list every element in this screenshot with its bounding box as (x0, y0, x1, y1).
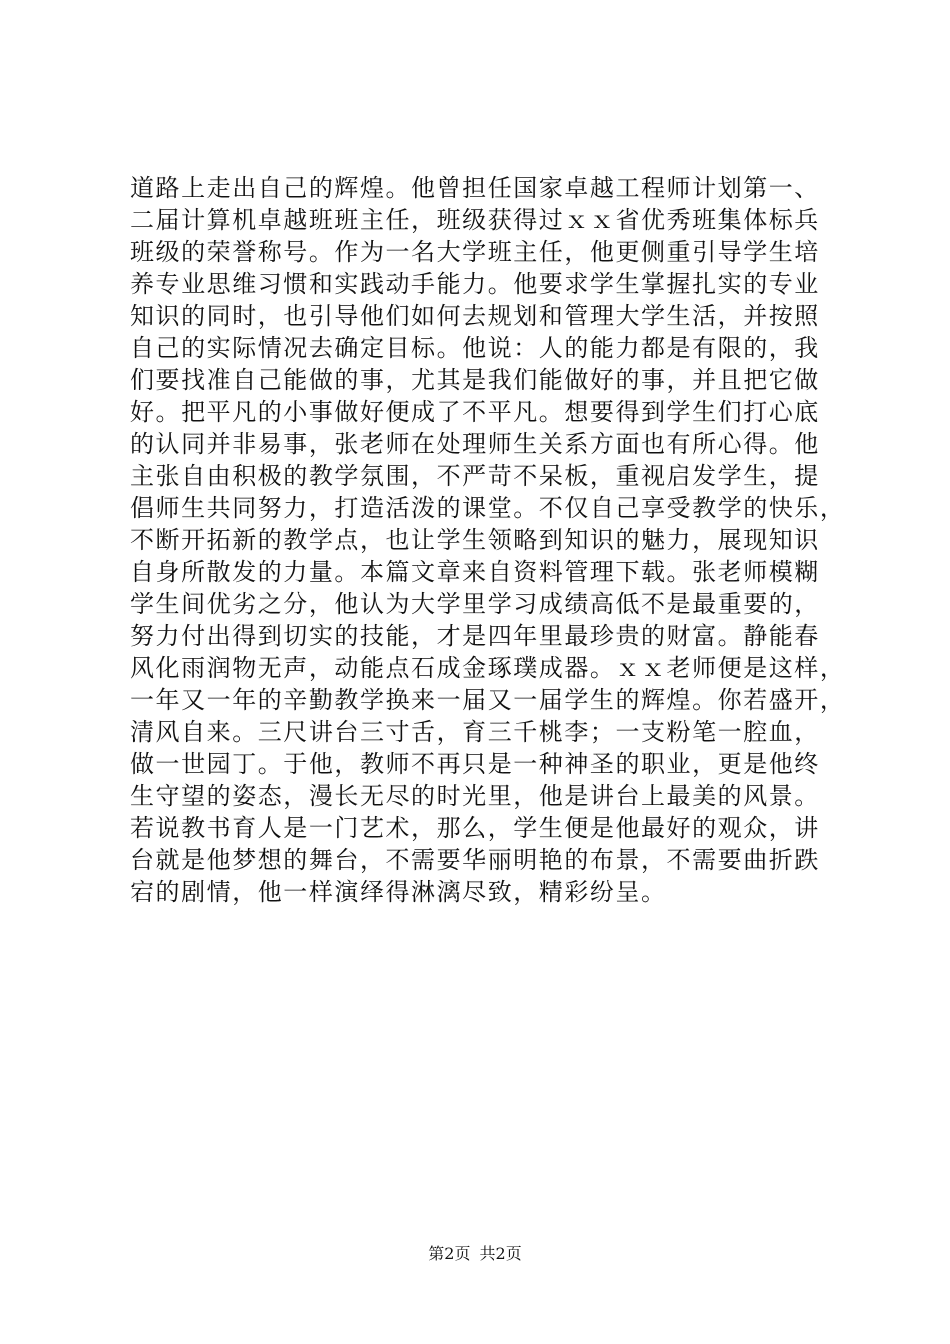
text-line: 主张自由积极的教学氛围，不严苛不呆板，重视启发学生，提 (130, 462, 820, 490)
text-line: 好。把平凡的小事做好便成了不平凡。想要得到学生们打心底 (130, 398, 820, 426)
text-line: 不断开拓新的教学点，也让学生领略到知识的魅力，展现知识 (130, 526, 820, 554)
text-line: 们要找准自己能做的事，尤其是我们能做好的事，并且把它做 (130, 366, 820, 394)
page-footer (0, 1244, 950, 1264)
text-line: 努力付出得到切实的技能，才是四年里最珍贵的财富。静能春 (130, 622, 820, 650)
text-line: 台就是他梦想的舞台，不需要华丽明艳的布景，不需要曲折跌 (130, 846, 820, 874)
text-line: 班级的荣誉称号。作为一名大学班主任，他更侧重引导学生培 (130, 238, 820, 266)
page-number: 第2页 (428, 1244, 471, 1263)
text-line: 风化雨润物无声，动能点石成金琢璞成器。ｘｘ老师便是这样， (130, 654, 846, 682)
text-line: 清风自来。三尺讲台三寸舌，育三千桃李；一支粉笔一腔血， (130, 718, 820, 746)
text-line: 自己的实际情况去确定目标。他说：人的能力都是有限的，我 (130, 334, 820, 362)
text-line: 生守望的姿态，漫长无尽的时光里，他是讲台上最美的风景。 (130, 782, 820, 810)
text-line: 自身所散发的力量。本篇文章来自资料管理下载。张老师模糊 (130, 558, 820, 586)
text-line: 学生间优劣之分，他认为大学里学习成绩高低不是最重要的， (130, 590, 820, 618)
text-line: 宕的剧情，他一样演绎得淋漓尽致，精彩纷呈。 (130, 878, 667, 906)
body-text (130, 172, 846, 908)
text-line: 的认同并非易事，张老师在处理师生关系方面也有所心得。他 (130, 430, 820, 458)
text-line: 做一世园丁。于他，教师不再只是一种神圣的职业，更是他终 (130, 750, 820, 778)
text-line: 道路上走出自己的辉煌。他曾担任国家卓越工程师计划第一、 (130, 174, 820, 202)
text-line: 养专业思维习惯和实践动手能力。他要求学生掌握扎实的专业 (130, 270, 820, 298)
text-line: 倡师生共同努力，打造活泼的课堂。不仅自己享受教学的快乐， (130, 494, 846, 522)
text-line: 知识的同时，也引导他们如何去规划和管理大学生活，并按照 (130, 302, 820, 330)
total-pages: 共2页 (479, 1244, 522, 1263)
text-line: 若说教书育人是一门艺术，那么，学生便是他最好的观众，讲 (130, 814, 820, 842)
text-line: 二届计算机卓越班班主任，班级获得过ｘｘ省优秀班集体标兵 (130, 206, 820, 234)
text-line: 一年又一年的辛勤教学换来一届又一届学生的辉煌。你若盛开， (130, 686, 846, 714)
